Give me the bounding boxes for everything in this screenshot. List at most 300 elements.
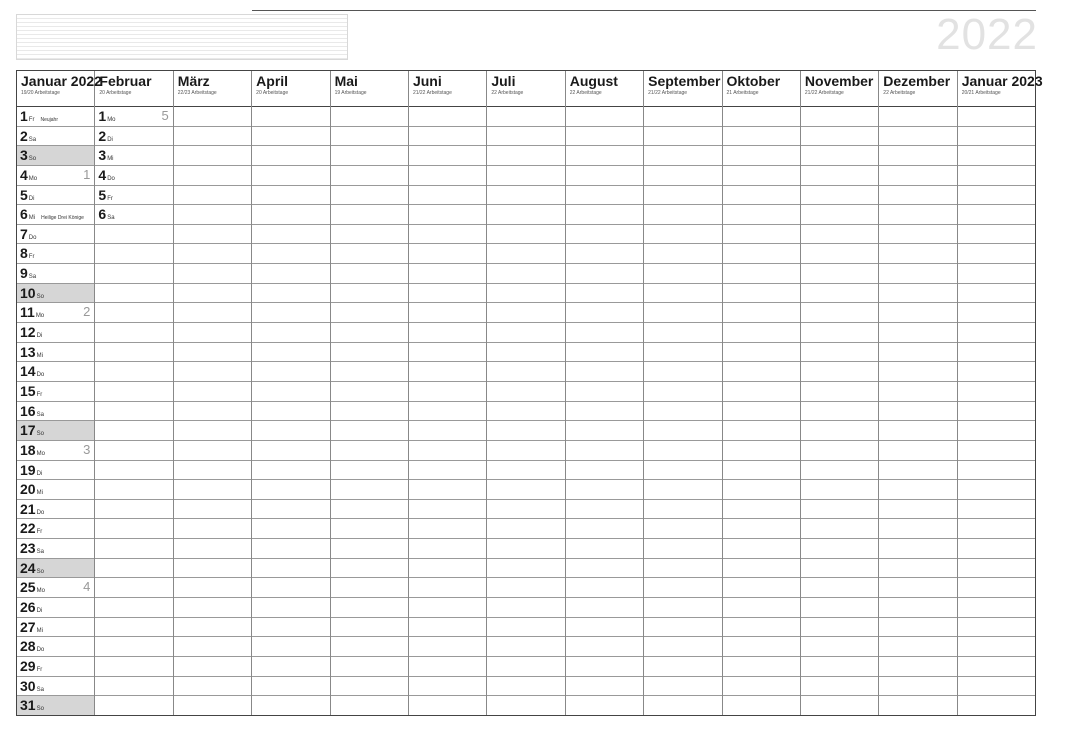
day-cell [801, 441, 878, 461]
day-cell [566, 500, 643, 520]
day-cell [723, 421, 800, 441]
day-cell [95, 146, 172, 166]
day-cell [174, 696, 251, 715]
day-cell [879, 657, 956, 677]
month-workdays: 21/22 Arbeitstage [648, 90, 688, 96]
day-cell [252, 205, 329, 225]
day-cell [879, 166, 956, 186]
weekday-label: Do [107, 175, 115, 182]
month-workdays: 19 Arbeitstage [334, 90, 367, 96]
top-rule [252, 10, 1036, 11]
day-cell [331, 539, 408, 559]
day-cell [958, 323, 1035, 343]
month-column [644, 71, 722, 715]
day-number: 30 [20, 677, 36, 694]
day-list [331, 107, 408, 715]
day-cell [252, 323, 329, 343]
day-cell [958, 402, 1035, 422]
day-cell [17, 618, 94, 638]
day-cell [331, 677, 408, 697]
day-cell [17, 500, 94, 520]
day-cell [879, 500, 956, 520]
year-title: 2022 [936, 10, 1038, 59]
day-cell [644, 637, 721, 657]
day-cell [487, 225, 564, 245]
month-column [958, 71, 1043, 715]
day-cell [17, 461, 94, 481]
day-cell [331, 402, 408, 422]
day-cell [879, 677, 956, 697]
day-cell [723, 225, 800, 245]
day-cell [487, 146, 564, 166]
weekday-label: Do [36, 509, 45, 516]
day-cell [801, 107, 878, 127]
day-number: 6 [20, 206, 28, 223]
day-cell [331, 480, 408, 500]
day-cell [252, 618, 329, 638]
day-cell [174, 382, 251, 402]
month-name: Oktober [726, 73, 781, 89]
day-cell [252, 500, 329, 520]
day-cell [331, 303, 408, 323]
day-cell [644, 539, 721, 559]
day-cell [487, 696, 564, 715]
day-cell [487, 539, 564, 559]
day-cell [252, 578, 329, 598]
month-header [958, 71, 1043, 107]
day-cell [723, 402, 800, 422]
weekday-label: Mo [36, 450, 45, 457]
day-cell [879, 441, 956, 461]
month-header [174, 71, 251, 107]
day-cell [723, 480, 800, 500]
day-cell [331, 382, 408, 402]
day-cell [17, 657, 94, 677]
day-cell [409, 696, 486, 715]
day-cell [723, 441, 800, 461]
day-number: 3 [20, 147, 28, 164]
day-cell [644, 264, 721, 284]
day-cell [331, 244, 408, 264]
day-cell [487, 519, 564, 539]
day-number: 14 [20, 363, 36, 380]
day-cell [879, 539, 956, 559]
day-cell [801, 539, 878, 559]
week-number: 4 [83, 579, 91, 595]
day-cell [174, 186, 251, 206]
day-cell [95, 166, 172, 186]
day-cell [17, 205, 94, 225]
day-cell [487, 421, 564, 441]
day-number: 16 [20, 402, 36, 419]
day-number: 5 [98, 186, 107, 203]
day-cell [252, 519, 329, 539]
weekday-label: Sa [28, 136, 37, 143]
day-cell [17, 696, 94, 715]
day-cell [17, 519, 94, 539]
day-cell [174, 677, 251, 697]
day-cell [17, 441, 94, 461]
day-cell [566, 186, 643, 206]
day-cell [409, 264, 486, 284]
day-number: 9 [20, 265, 28, 282]
day-number: 2 [20, 127, 28, 144]
day-cell [566, 519, 643, 539]
day-cell [487, 303, 564, 323]
day-cell [17, 303, 94, 323]
day-cell [409, 303, 486, 323]
day-number: 3 [98, 147, 107, 164]
day-cell [566, 677, 643, 697]
day-cell [331, 500, 408, 520]
day-cell [801, 323, 878, 343]
day-cell [409, 107, 486, 127]
month-name: Mai [334, 73, 358, 89]
day-cell [487, 127, 564, 147]
day-cell [644, 284, 721, 304]
day-cell [566, 146, 643, 166]
day-cell [723, 343, 800, 363]
day-cell [95, 343, 172, 363]
day-cell [409, 166, 486, 186]
day-cell [879, 244, 956, 264]
day-cell [958, 244, 1035, 264]
weekday-label: Mi [36, 352, 43, 359]
day-cell [644, 519, 721, 539]
day-cell [644, 166, 721, 186]
day-cell [879, 382, 956, 402]
day-cell [644, 402, 721, 422]
day-cell [644, 598, 721, 618]
day-cell [801, 166, 878, 186]
month-workdays: 22 Arbeitstage [569, 90, 602, 96]
day-cell [723, 382, 800, 402]
weekday-label: Mo [36, 588, 45, 595]
day-cell [174, 519, 251, 539]
month-column [409, 71, 487, 715]
day-cell [331, 559, 408, 579]
day-cell [95, 421, 172, 441]
day-cell [331, 107, 408, 127]
weekday-label: Do [36, 372, 45, 379]
day-cell [95, 382, 172, 402]
day-cell [252, 480, 329, 500]
day-cell [174, 107, 251, 127]
day-cell [174, 402, 251, 422]
day-cell [487, 166, 564, 186]
weekday-label: Sa [107, 215, 115, 222]
day-cell [331, 657, 408, 677]
day-cell [801, 382, 878, 402]
day-cell [801, 519, 878, 539]
day-cell [958, 284, 1035, 304]
day-cell [723, 559, 800, 579]
day-cell [331, 598, 408, 618]
day-cell [409, 205, 486, 225]
day-cell [409, 519, 486, 539]
weekday-label: So [36, 293, 44, 300]
day-cell [487, 480, 564, 500]
month-workdays: 22 Arbeitstage [883, 90, 916, 96]
day-cell [252, 303, 329, 323]
day-cell [17, 598, 94, 618]
month-header [95, 71, 172, 107]
day-cell [879, 284, 956, 304]
month-workdays: 20 Arbeitstage [99, 90, 132, 96]
day-cell [95, 500, 172, 520]
day-cell [17, 362, 94, 382]
month-header [723, 71, 800, 107]
day-number: 2 [98, 127, 107, 144]
day-cell [409, 225, 486, 245]
day-cell [409, 127, 486, 147]
day-number: 29 [20, 657, 36, 674]
month-column [331, 71, 409, 715]
day-cell [566, 539, 643, 559]
weekday-label: Fr [28, 117, 35, 123]
day-cell [409, 539, 486, 559]
day-cell [409, 598, 486, 618]
day-cell [252, 284, 329, 304]
day-cell [17, 225, 94, 245]
month-workdays: 20 Arbeitstage [256, 90, 289, 96]
day-cell [801, 362, 878, 382]
day-cell [17, 343, 94, 363]
day-number: 4 [98, 166, 107, 183]
weekday-label: Fr [36, 391, 43, 398]
weekday-label: Mo [107, 117, 116, 123]
month-column [801, 71, 879, 715]
day-cell [95, 362, 172, 382]
week-number: 3 [83, 441, 91, 457]
day-cell [174, 421, 251, 441]
day-cell [487, 618, 564, 638]
day-cell [801, 127, 878, 147]
day-cell [17, 146, 94, 166]
day-cell [879, 205, 956, 225]
day-cell [958, 362, 1035, 382]
day-cell [566, 225, 643, 245]
day-cell [723, 166, 800, 186]
day-cell [566, 402, 643, 422]
weekday-label: Mi [36, 627, 43, 634]
day-cell [17, 186, 94, 206]
day-cell [723, 637, 800, 657]
day-list [487, 107, 564, 715]
day-cell [801, 303, 878, 323]
day-number: 13 [20, 343, 36, 360]
month-name: November [804, 73, 874, 89]
day-cell [487, 500, 564, 520]
day-number: 28 [20, 638, 36, 655]
month-name: April [256, 73, 289, 89]
day-cell [644, 618, 721, 638]
day-cell [331, 618, 408, 638]
day-cell [95, 244, 172, 264]
day-cell [174, 362, 251, 382]
holiday-label: Heilige Drei Könige [41, 215, 84, 222]
day-cell [252, 657, 329, 677]
weekday-label: So [36, 706, 44, 713]
day-cell [566, 343, 643, 363]
month-workdays: 19/20 Arbeitstage [21, 90, 60, 96]
day-cell [409, 677, 486, 697]
month-header [252, 71, 329, 107]
month-workdays: 22 Arbeitstage [491, 90, 524, 96]
day-cell [252, 244, 329, 264]
day-cell [723, 323, 800, 343]
day-cell [174, 323, 251, 343]
day-cell [879, 402, 956, 422]
day-cell [331, 696, 408, 715]
day-cell [644, 303, 721, 323]
day-cell [17, 578, 94, 598]
month-column [95, 71, 173, 715]
day-cell [409, 146, 486, 166]
day-cell [566, 244, 643, 264]
day-cell [409, 186, 486, 206]
month-column [487, 71, 565, 715]
day-cell [723, 500, 800, 520]
day-cell [95, 618, 172, 638]
day-cell [252, 146, 329, 166]
day-cell [723, 519, 800, 539]
day-cell [409, 362, 486, 382]
day-cell [252, 696, 329, 715]
day-cell [801, 480, 878, 500]
day-cell [801, 500, 878, 520]
day-cell [566, 578, 643, 598]
day-cell [95, 127, 172, 147]
day-cell [723, 205, 800, 225]
day-cell [644, 146, 721, 166]
day-cell [958, 146, 1035, 166]
day-cell [331, 461, 408, 481]
day-cell [644, 480, 721, 500]
day-cell [801, 225, 878, 245]
day-cell [723, 696, 800, 715]
day-cell [723, 107, 800, 127]
day-cell [17, 107, 94, 127]
day-cell [487, 637, 564, 657]
month-name: September [648, 73, 721, 89]
day-number: 10 [20, 284, 36, 301]
day-cell [174, 127, 251, 147]
day-cell [566, 480, 643, 500]
day-list [95, 107, 172, 715]
day-cell [958, 382, 1035, 402]
day-cell [723, 539, 800, 559]
day-cell [958, 559, 1035, 579]
day-cell [879, 362, 956, 382]
day-cell [331, 264, 408, 284]
day-cell [644, 500, 721, 520]
day-list [566, 107, 643, 715]
day-cell [879, 146, 956, 166]
day-cell [723, 578, 800, 598]
day-cell [566, 598, 643, 618]
day-cell [252, 421, 329, 441]
day-number: 26 [20, 599, 36, 616]
month-name: Februar [99, 73, 152, 89]
day-cell [409, 421, 486, 441]
day-cell [409, 461, 486, 481]
day-cell [95, 323, 172, 343]
day-cell [17, 382, 94, 402]
day-cell [723, 598, 800, 618]
day-cell [174, 303, 251, 323]
day-cell [409, 323, 486, 343]
day-cell [331, 441, 408, 461]
day-cell [644, 578, 721, 598]
day-cell [17, 323, 94, 343]
month-header [879, 71, 956, 107]
day-list [409, 107, 486, 715]
day-cell [723, 284, 800, 304]
day-cell [95, 598, 172, 618]
day-cell [95, 402, 172, 422]
day-cell [174, 244, 251, 264]
day-cell [879, 186, 956, 206]
day-cell [723, 244, 800, 264]
day-number: 1 [20, 108, 28, 124]
week-number: 2 [83, 304, 91, 320]
month-name: März [177, 73, 210, 89]
day-number: 31 [20, 697, 36, 714]
day-cell [879, 323, 956, 343]
day-cell [409, 559, 486, 579]
day-number: 22 [20, 520, 36, 537]
day-cell [566, 421, 643, 441]
day-cell [17, 402, 94, 422]
day-cell [95, 480, 172, 500]
day-cell [958, 186, 1035, 206]
weekday-label: Sa [36, 411, 44, 418]
day-cell [331, 519, 408, 539]
day-cell [644, 362, 721, 382]
month-column [723, 71, 801, 715]
day-cell [958, 539, 1035, 559]
day-cell [95, 677, 172, 697]
month-column [252, 71, 330, 715]
day-cell [331, 323, 408, 343]
day-cell [958, 637, 1035, 657]
day-cell [487, 461, 564, 481]
day-cell [252, 402, 329, 422]
day-cell [566, 362, 643, 382]
day-cell [958, 166, 1035, 186]
month-header [17, 71, 102, 107]
day-number: 20 [20, 481, 36, 498]
weekday-label: Fr [107, 195, 113, 202]
day-cell [174, 637, 251, 657]
day-cell [95, 225, 172, 245]
day-cell [958, 205, 1035, 225]
day-cell [801, 559, 878, 579]
day-number: 18 [20, 441, 36, 458]
weekday-label: Di [36, 333, 43, 340]
day-number: 24 [20, 559, 36, 576]
day-cell [801, 343, 878, 363]
day-cell [801, 205, 878, 225]
day-cell [644, 244, 721, 264]
day-cell [723, 303, 800, 323]
month-workdays: 20/21 Arbeitstage [961, 90, 1001, 96]
day-cell [17, 284, 94, 304]
day-cell [409, 382, 486, 402]
day-cell [487, 284, 564, 304]
weekday-label: Di [36, 608, 43, 615]
